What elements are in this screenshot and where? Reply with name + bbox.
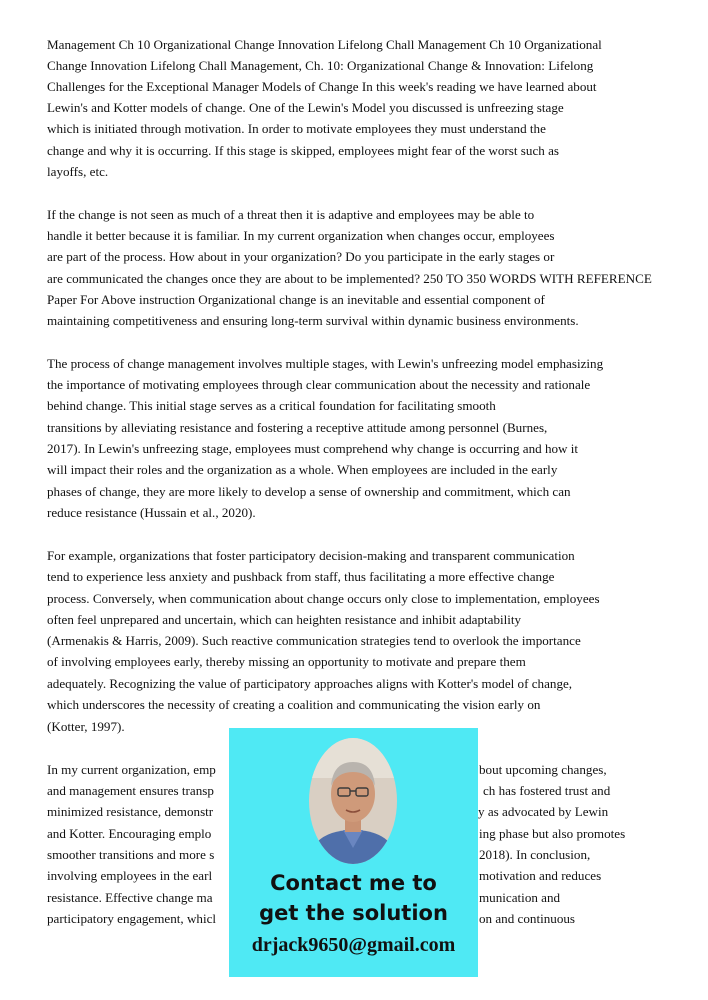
text-line: ing phase but also promotes: [479, 826, 626, 841]
text-line: are part of the process. How about in your organization? Do you participate in the early stages or: [47, 249, 555, 264]
text-line: motivation and reduces: [479, 868, 602, 883]
text-line: and management ensures transp: [47, 783, 214, 798]
text-line: on and continuous: [479, 911, 576, 926]
text-line: y as advocated by Lewin: [478, 804, 609, 819]
text-line: of involving employees early, thereby missing an opportunity to motivate and prepare them: [47, 654, 526, 669]
portrait-image: [309, 738, 397, 864]
text-line: In my current organization, emp: [47, 762, 216, 777]
text-line: ch has fostered trust and: [483, 783, 611, 798]
text-line: and Kotter. Encouraging emplo: [47, 826, 212, 841]
text-line: change and why it is occurring. If this stage is skipped, employees might fear of the worst such as: [47, 143, 559, 158]
text-line: For example, organizations that foster participatory decision-making and transparent communication: [47, 548, 575, 563]
text-line: phases of change, they are more likely to develop a sense of ownership and commitment, which can: [47, 484, 571, 499]
contact-promo-box: [229, 728, 478, 977]
text-line: Management Ch 10 Organizational Change Innovation Lifelong Chall Management Ch 10 Organizational: [47, 37, 602, 52]
text-line: handle it better because it is familiar. In my current organization when changes occur, employees: [47, 228, 555, 243]
text-line: behind change. This initial stage serves as a critical foundation for facilitating smooth: [47, 398, 496, 413]
person-portrait: [309, 738, 397, 864]
text-line: the importance of motivating employees through clear communication about the necessity and rationale: [47, 377, 591, 392]
text-line: (Kotter, 1997).: [47, 719, 125, 734]
text-line: tend to experience less anxiety and pushback from staff, thus facilitating a more effective change: [47, 569, 555, 584]
text-line: 2017). In Lewin's unfreezing stage, employees must comprehend why change is occurring and how it: [47, 441, 579, 456]
text-line: reduce resistance (Hussain et al., 2020).: [47, 505, 256, 520]
text-line: minimized resistance, demonstr: [47, 804, 214, 819]
text-line: involving employees in the earl: [47, 868, 213, 883]
contact-email[interactable]: drjack9650@gmail.com: [251, 934, 456, 956]
text-line: maintaining competitiveness and ensuring long-term survival within dynamic business environments.: [47, 313, 579, 328]
text-line: Lewin's and Kotter models of change. One of the Lewin's Model you discussed is unfreezing stage: [47, 100, 564, 115]
text-line: which underscores the necessity of creating a coalition and communicating the vision early on: [47, 697, 541, 712]
text-line: participatory engagement, whicl: [47, 911, 217, 926]
text-line: The process of change management involves multiple stages, with Lewin's unfreezing model emphasizing: [47, 356, 604, 371]
text-line: 2018). In conclusion,: [479, 847, 591, 862]
text-line: resistance. Effective change ma: [47, 890, 213, 905]
text-line: process. Conversely, when communication about change occurs only close to implementation, employees: [47, 591, 600, 606]
text-line: transitions by alleviating resistance and fostering a receptive attitude among personnel (Burnes,: [47, 420, 548, 435]
text-line: smoother transitions and more s: [47, 847, 215, 862]
text-line: adequately. Recognizing the value of participatory approaches aligns with Kotter's model of change,: [47, 676, 573, 691]
text-line: Paper For Above instruction Organizational change is an inevitable and essential component of: [47, 292, 545, 307]
promo-headline: Contact me to: [270, 871, 437, 895]
text-line: bout upcoming changes,: [479, 762, 607, 777]
text-line: Challenges for the Exceptional Manager Models of Change In this week's reading we have learned about: [47, 79, 597, 94]
text-line: are communicated the changes once they are about to be implemented? 250 TO 350 WORDS WITH REFERENCE: [47, 271, 652, 286]
text-line: often feel unprepared and uncertain, which can heighten resistance and inhibit adaptability: [47, 612, 522, 627]
text-line: layoffs, etc.: [47, 164, 109, 179]
text-line: (Armenakis & Harris, 2009). Such reactive communication strategies tend to overlook the importance: [47, 633, 581, 648]
text-line: If the change is not seen as much of a threat then it is adaptive and employees may be able to: [47, 207, 535, 222]
text-line: which is initiated through motivation. In order to motivate employees they must understand the: [47, 121, 546, 136]
text-line: will impact their roles and the organization as a whole. When employees are included in the early: [47, 462, 558, 477]
promo-headline: get the solution: [259, 901, 448, 925]
text-line: Change Innovation Lifelong Chall Management, Ch. 10: Organizational Change & Innovation: Lifelong: [47, 58, 594, 73]
text-line: munication and: [479, 890, 561, 905]
